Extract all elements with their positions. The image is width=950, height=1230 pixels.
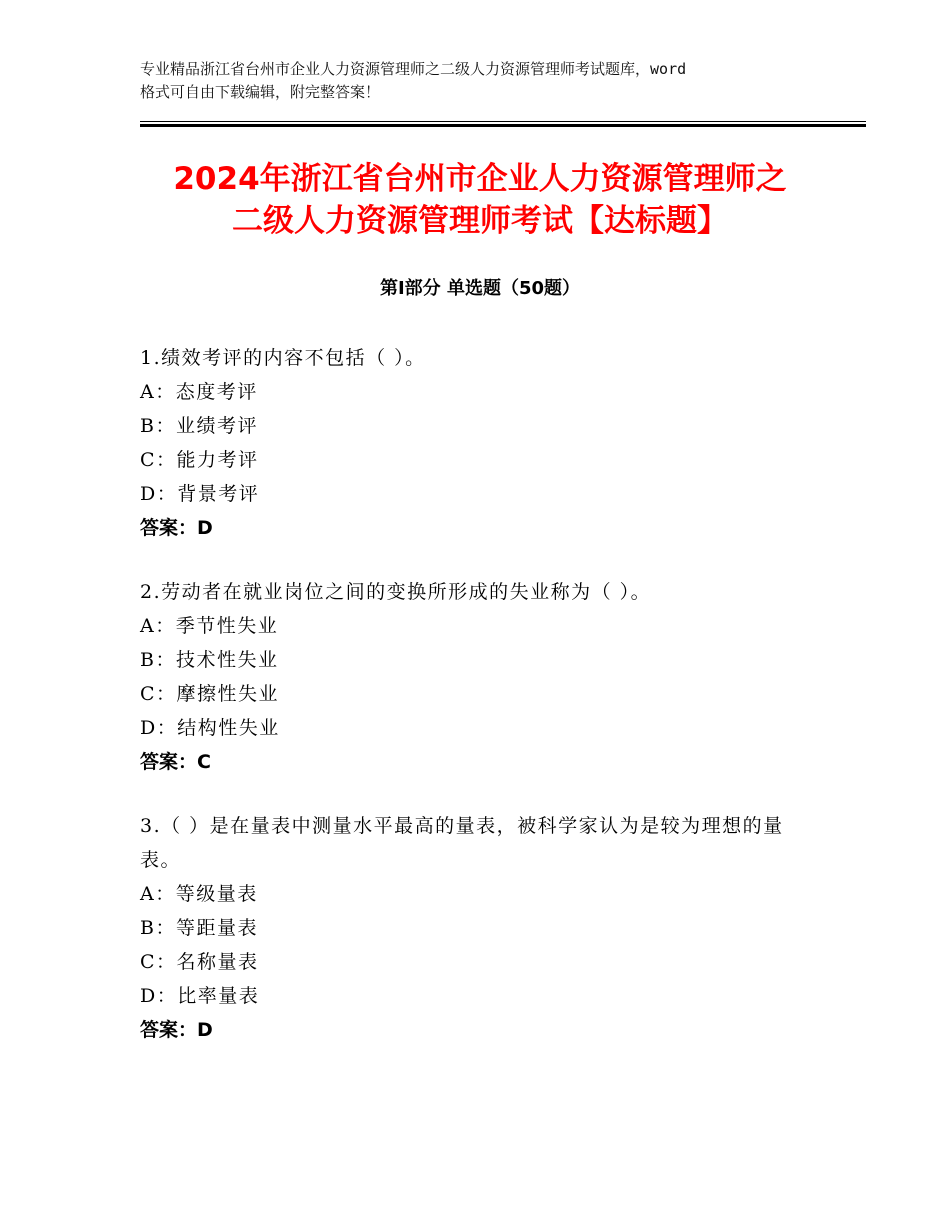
header-note-line1: 专业精品浙江省台州市企业人力资源管理师之二级人力资源管理师考试题库，word — [140, 60, 687, 78]
header-note — [140, 58, 830, 104]
question-stem: 1.绩效考评的内容不包括（ ）。 — [140, 347, 426, 369]
question-answer: 答案：D — [140, 1019, 213, 1041]
question-1 — [140, 341, 820, 545]
header-divider-thin — [140, 121, 866, 122]
question-stem: 2.劳动者在就业岗位之间的变换所形成的失业称为（ ）。 — [140, 581, 652, 603]
option-b: B：业绩考评 — [140, 415, 258, 437]
question-3 — [140, 809, 820, 1047]
option-d: D：结构性失业 — [140, 717, 280, 739]
question-stem: 3.（ ）是在量表中测量水平最高的量表，被科学家认为是较为理想的量表。 — [140, 815, 784, 871]
document-title-line1: 2024年浙江省台州市企业人力资源管理师之 — [173, 161, 787, 197]
option-d: D：比率量表 — [140, 985, 260, 1007]
document-title-line2: 二级人力资源管理师考试【达标题】 — [232, 203, 728, 239]
question-answer: 答案：D — [140, 517, 213, 539]
question-answer: 答案：C — [140, 751, 211, 773]
section-title: 第Ⅰ部分 单选题（50题） — [379, 278, 580, 299]
question-2 — [140, 575, 820, 779]
question-list — [140, 341, 820, 1077]
option-a: A：态度考评 — [140, 381, 258, 403]
option-c: C：能力考评 — [140, 449, 259, 471]
option-a: A：等级量表 — [140, 883, 258, 905]
option-d: D：背景考评 — [140, 483, 260, 505]
option-c: C：摩擦性失业 — [140, 683, 280, 705]
header-divider-thick — [140, 124, 866, 127]
option-c: C：名称量表 — [140, 951, 259, 973]
option-b: B：技术性失业 — [140, 649, 279, 671]
document-title — [110, 158, 850, 242]
header-note-line2: 格式可自由下载编辑，附完整答案！ — [140, 83, 381, 101]
option-b: B：等距量表 — [140, 917, 258, 939]
option-a: A：季节性失业 — [140, 615, 279, 637]
